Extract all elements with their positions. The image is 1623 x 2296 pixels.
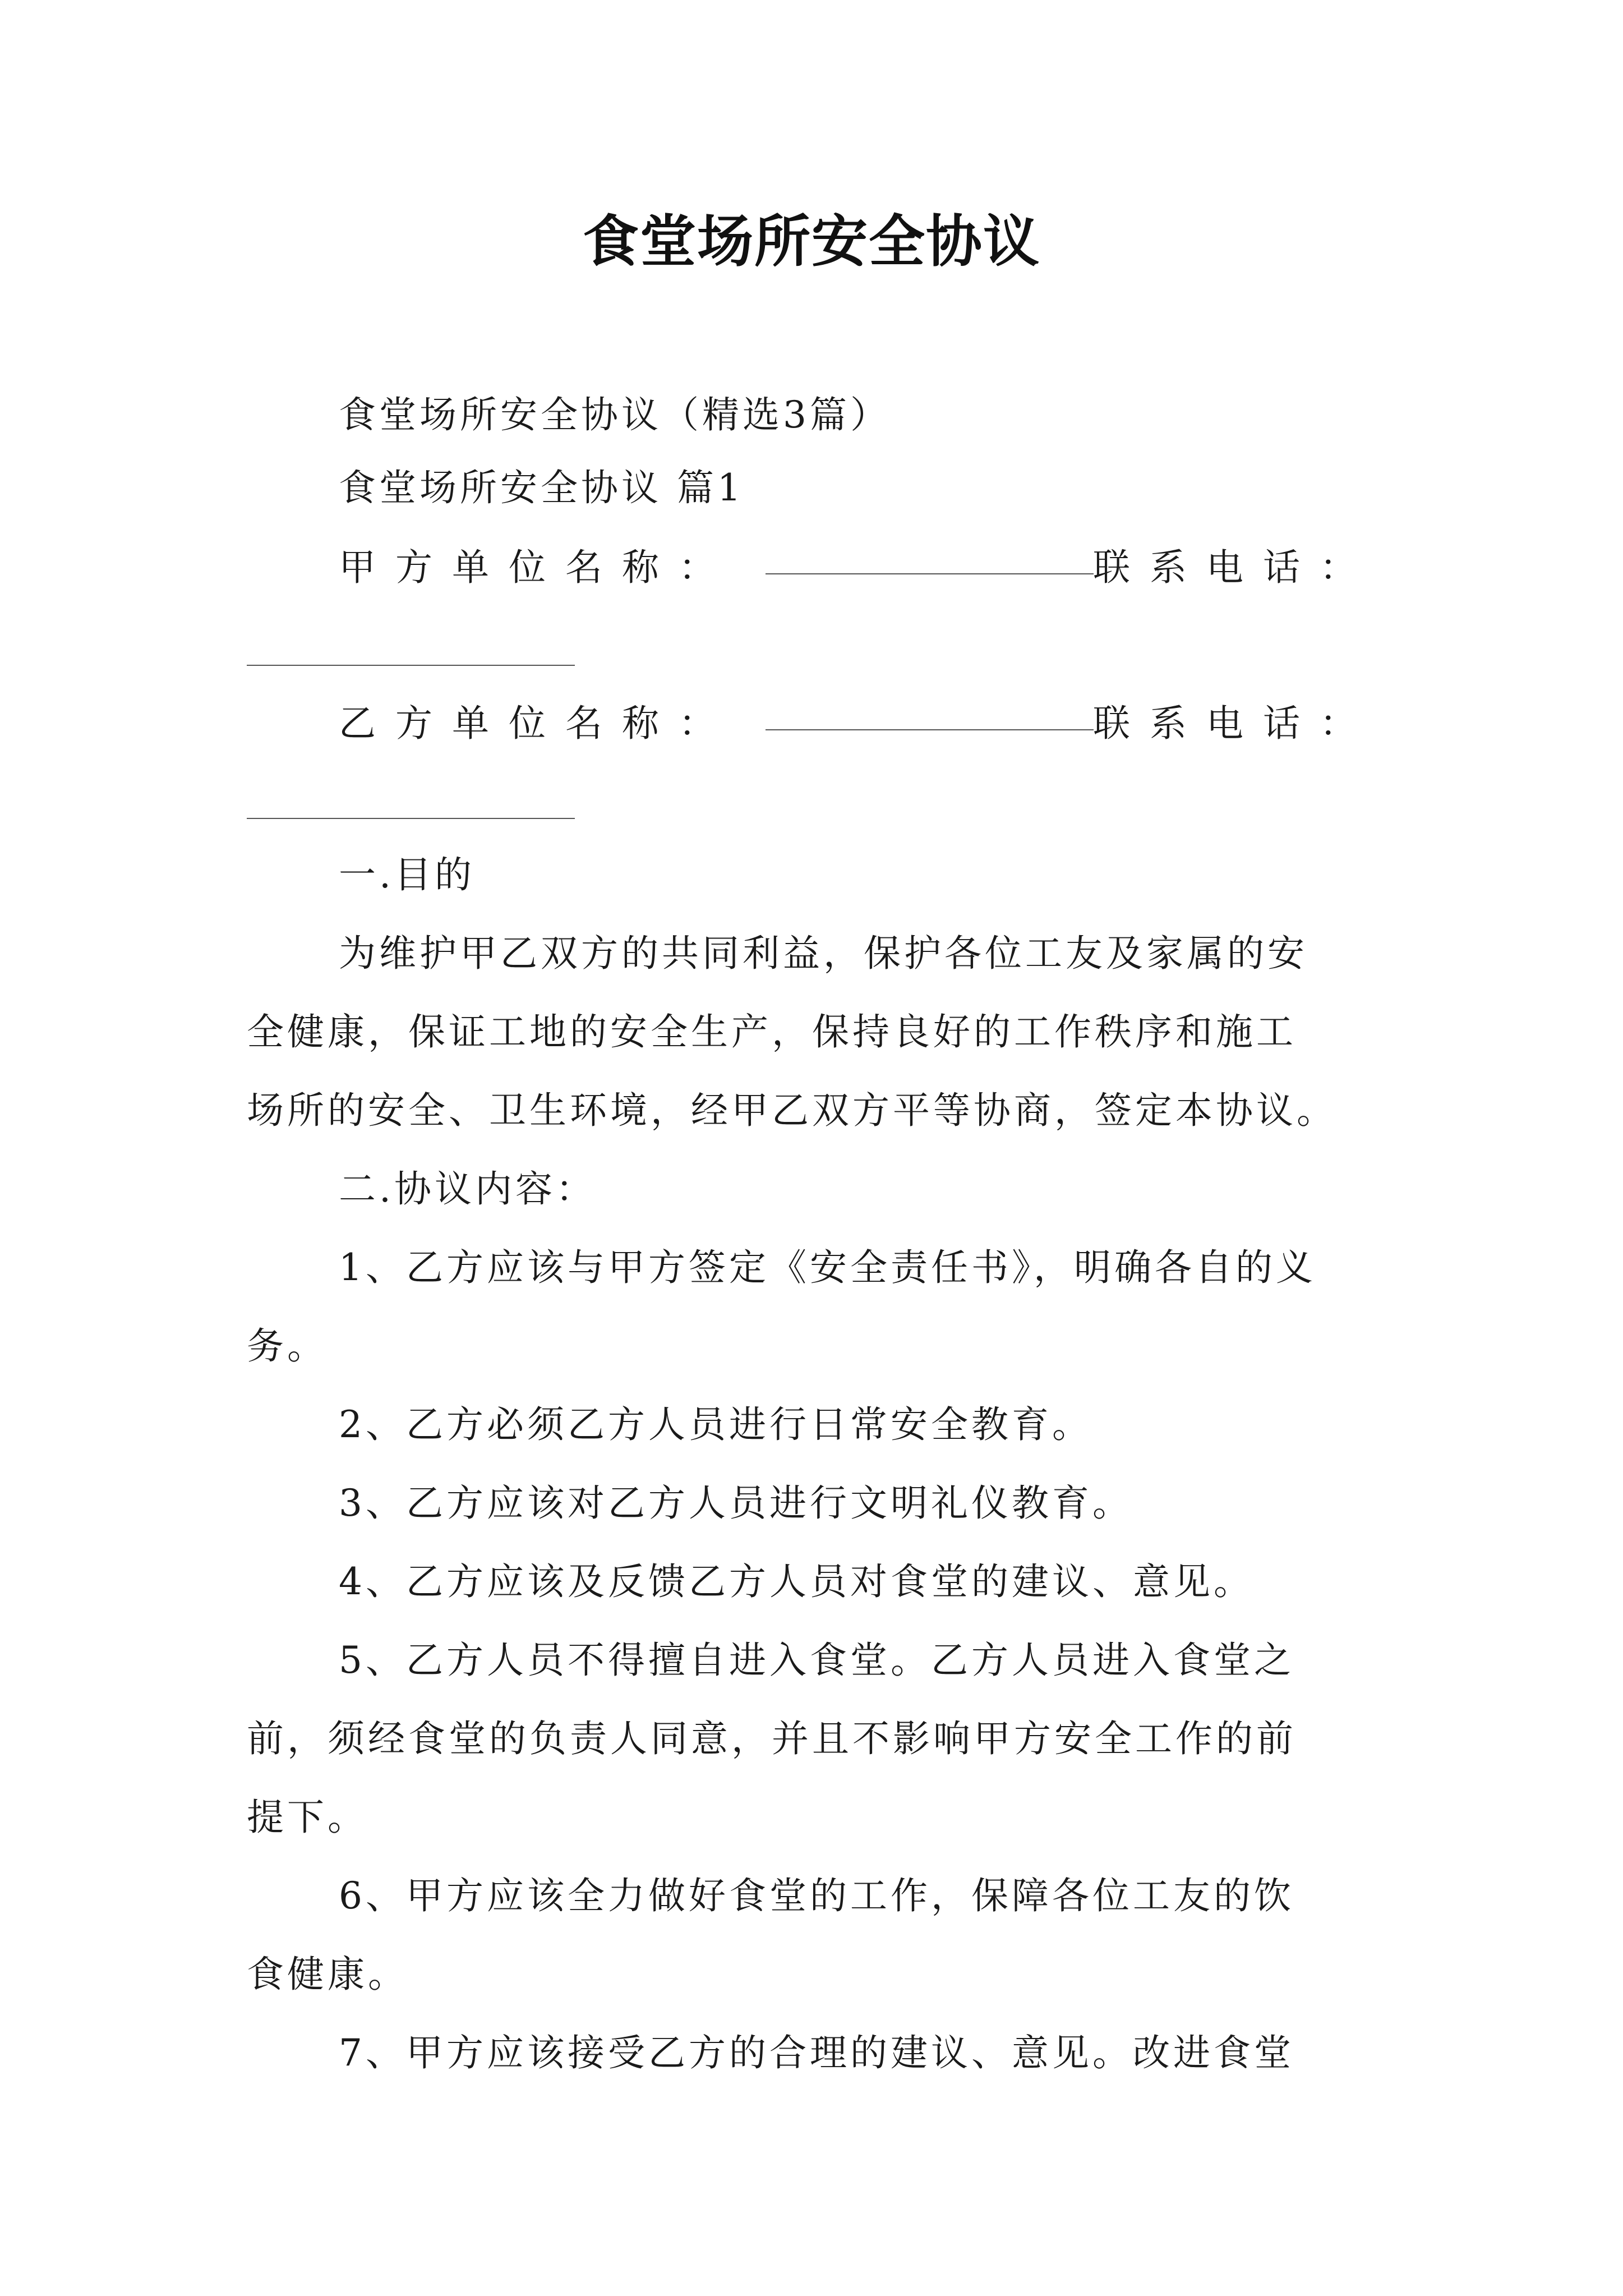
paragraph-line: 前，须经食堂的负责人同意，并且不影响甲方安全工作的前 [247,1717,1297,1760]
paragraph-line: 1、乙方应该与甲方签定《安全责任书》，明确各自的义 [339,1246,1316,1289]
section-two-heading: 二.协议内容： [339,1167,596,1211]
paragraph-line: 6、甲方应该全力做好食堂的工作，保障各位工友的饮 [339,1874,1294,1917]
party-b-phone-label: 联系电话： [1093,702,1376,745]
party-b-row [247,696,1376,752]
paragraph-line: 7、甲方应该接受乙方的合理的建议、意见。改进食堂 [339,2031,1294,2074]
paragraph-line: 为维护甲乙双方的共同利益，保护各位工友及家属的安 [339,932,1308,975]
party-b-name-blank [766,729,1094,730]
paragraph-line: 5、乙方人员不得擅自进入食堂。乙方人员进入食堂之 [339,1639,1294,1682]
section-heading: 食堂场所安全协议 篇1 [339,466,744,509]
paragraph-line: 提下。 [247,1796,368,1839]
party-b-phone-blank [247,818,575,819]
paragraph-line: 务。 [247,1324,328,1368]
party-a-phone-blank [247,665,575,666]
party-a-name-label: 甲方单位名称： [339,546,735,589]
paragraph-line: 4、乙方应该及反馈乙方人员对食堂的建议、意见。 [339,1560,1254,1603]
party-a-phone-label: 联系电话： [1093,546,1376,589]
paragraph-line: 2、乙方必须乙方人员进行日常安全教育。 [339,1403,1092,1446]
paragraph-line: 食健康。 [247,1953,408,1996]
paragraph-line: 全健康，保证工地的安全生产，保持良好的工作秩序和施工 [247,1010,1297,1053]
party-b-name-label: 乙方单位名称： [339,702,735,745]
section-one-heading: 一.目的 [339,853,475,896]
document-title: 食堂场所安全协议 [583,208,1040,274]
paragraph-line: 场所的安全、卫生环境，经甲乙双方平等协商，签定本协议。 [247,1089,1337,1132]
party-a-name-blank [766,573,1094,574]
document-subtitle: 食堂场所安全协议（精选3篇） [339,393,891,436]
paragraph-line: 3、乙方应该对乙方人员进行文明礼仪教育。 [339,1481,1133,1525]
party-a-row [247,540,1376,596]
